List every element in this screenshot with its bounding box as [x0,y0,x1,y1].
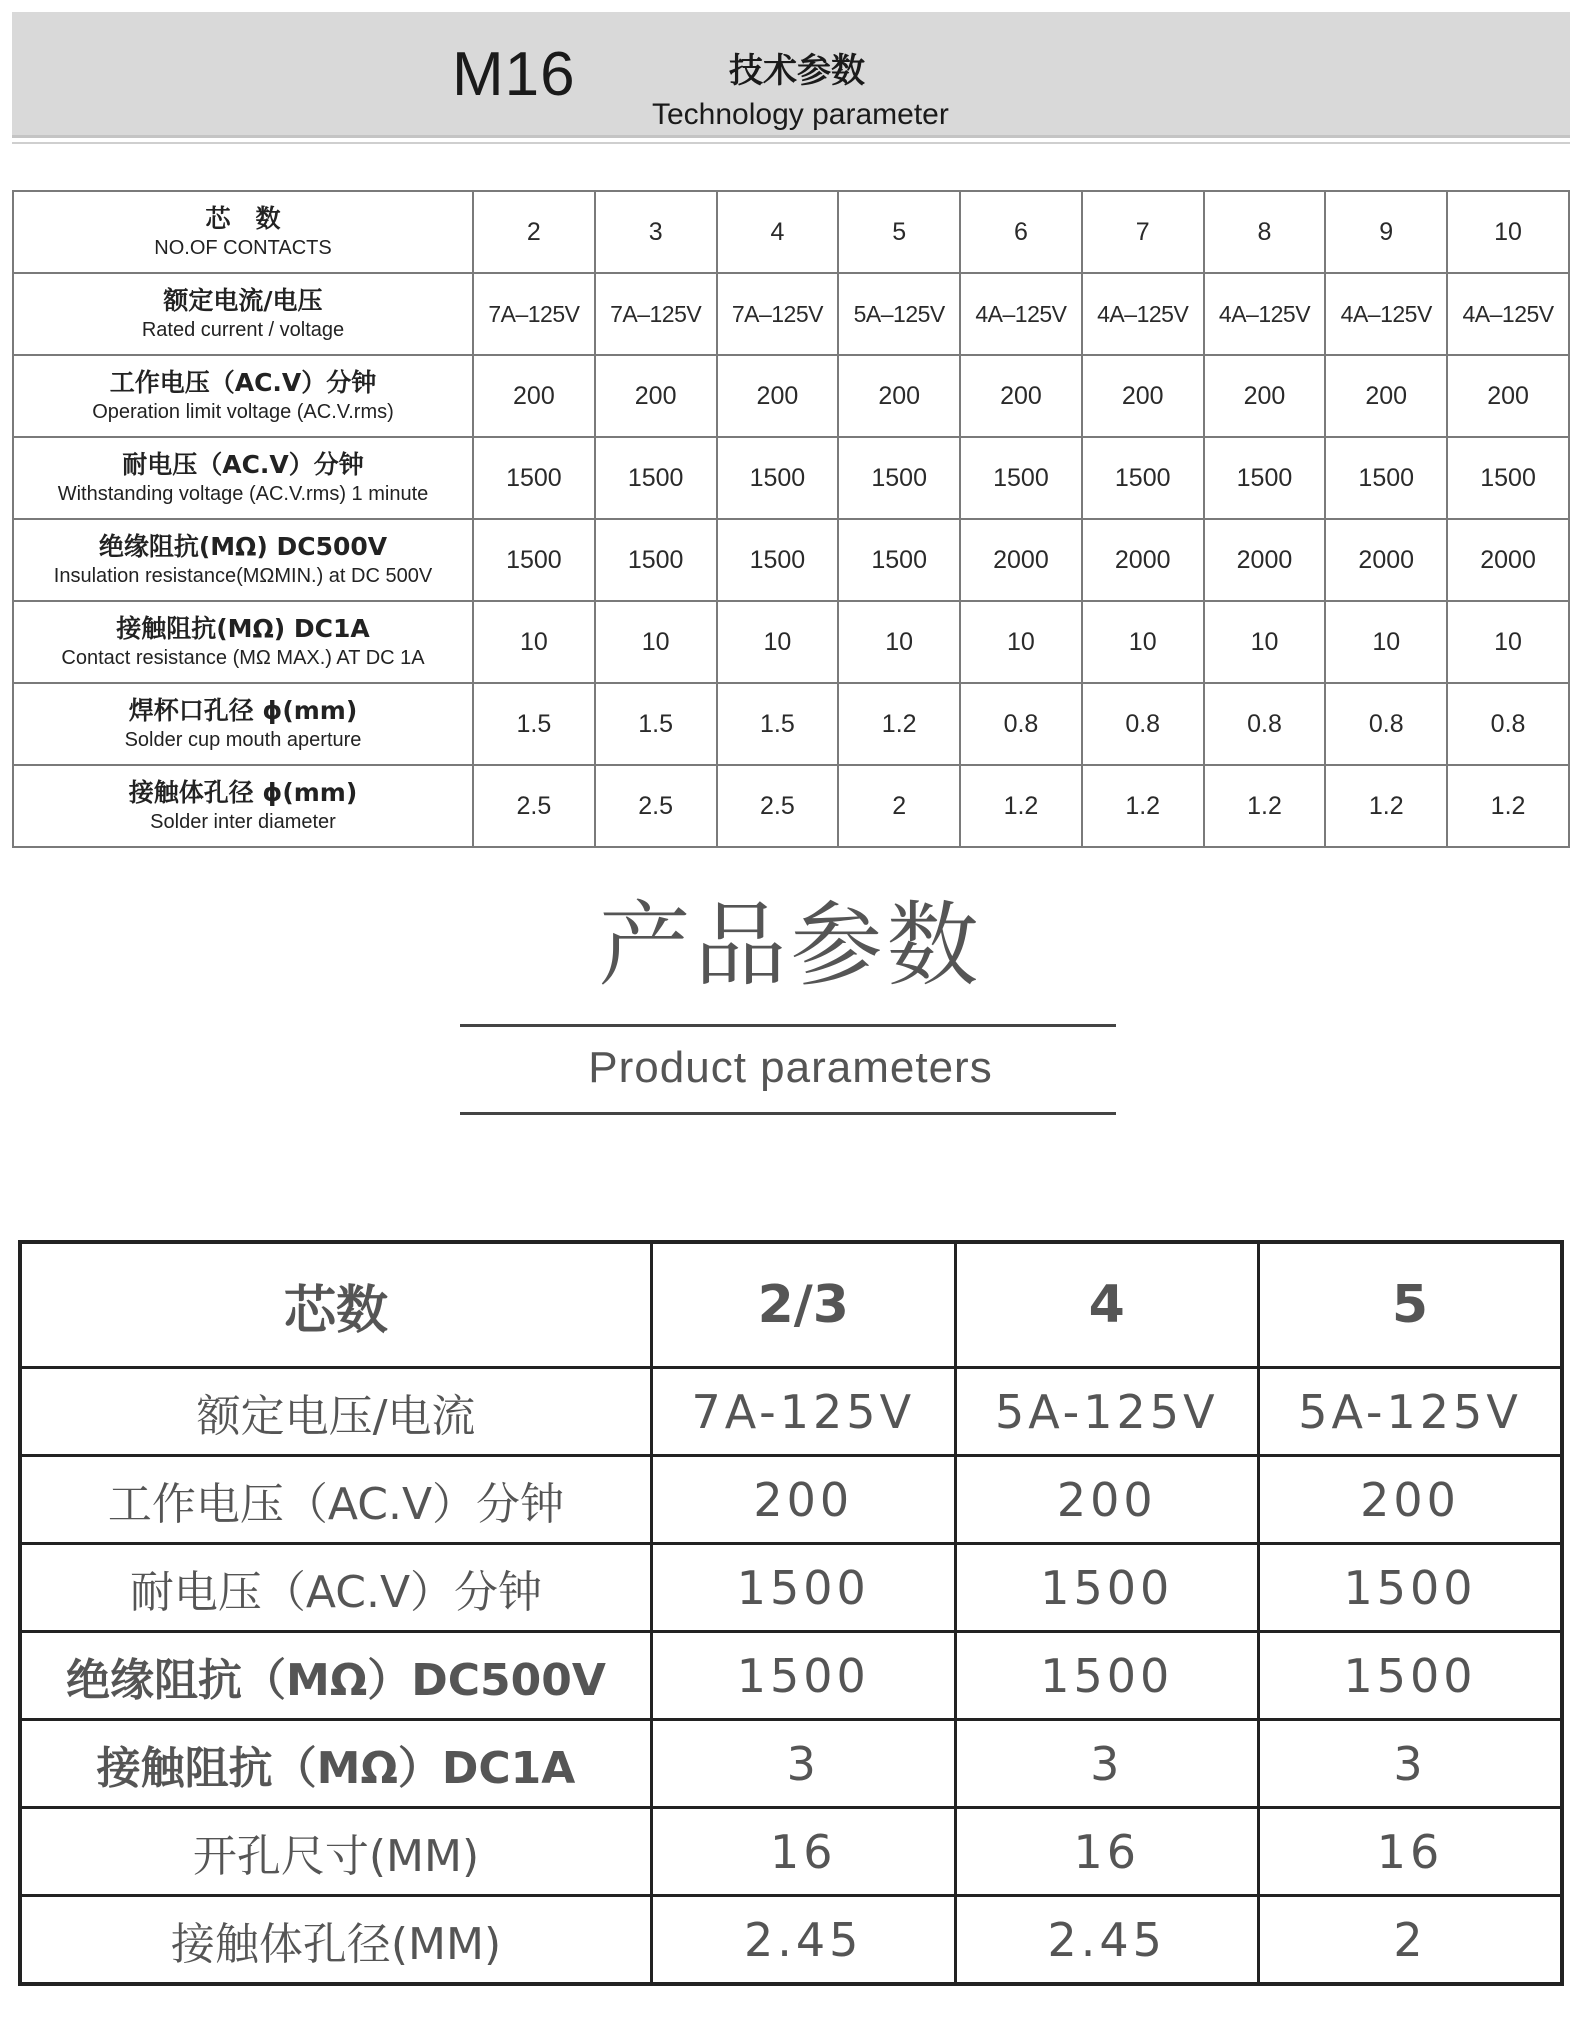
product-table-cell: 1500 [652,1544,956,1632]
product-row-label: 工作电压（AC.V）分钟 [20,1456,652,1544]
tech-table-cell: 1500 [838,437,960,519]
tech-table-cell: 10 [838,601,960,683]
product-table-cell: 16 [1259,1808,1563,1896]
tech-table-cell: 10 [595,601,717,683]
tech-row-label-cn: 芯 数 [205,204,281,233]
product-table-header-cell: 5 [1259,1242,1563,1368]
tech-row-label-en: NO.OF CONTACTS [154,237,332,259]
header-title-cn: 技术参数 [729,51,865,91]
tech-row-label-en: Insulation resistance(MΩMIN.) at DC 500V [53,565,433,587]
tech-table-cell: 0.8 [960,683,1082,765]
tech-row-label-en: Contact resistance (MΩ MAX.) AT DC 1A [61,647,425,669]
product-table-cell: 5A-125V [1259,1368,1563,1456]
tech-table-row [13,601,1569,683]
product-table-row [20,1632,1562,1720]
product-table-cell: 200 [955,1456,1259,1544]
tech-table-cell: 1.2 [838,683,960,765]
tech-table-cell: 1500 [838,519,960,601]
tech-row-label-en: Solder inter diameter [150,811,336,833]
tech-table-cell: 1500 [717,519,839,601]
product-row-label: 接触阻抗（MΩ）DC1A [20,1720,652,1808]
product-table-header-row [20,1242,1562,1368]
tech-table-cell: 2 [473,191,595,273]
tech-table-cell: 200 [473,355,595,437]
product-table-cell: 7A-125V [652,1368,956,1456]
product-row-label: 接触体孔径(MM) [20,1896,652,1985]
tech-table-cell: 4A–125V [960,273,1082,355]
tech-table-cell: 2000 [1204,519,1326,601]
tech-row-label [13,273,473,355]
tech-table-cell: 1500 [717,437,839,519]
tech-table-row [13,437,1569,519]
tech-table-cell: 5A–125V [838,273,960,355]
tech-row-label-cn: 绝缘阻抗(MΩ) DC500V [98,532,388,561]
tech-table-cell: 200 [1447,355,1569,437]
tech-table-cell: 1.5 [717,683,839,765]
product-parameter-table [18,1240,1564,1986]
tech-table-cell: 1.2 [1204,765,1326,847]
tech-table-cell: 200 [960,355,1082,437]
header-band [12,12,1570,138]
section-divider-bottom [460,1112,1116,1115]
tech-table-cell: 1500 [1447,437,1569,519]
tech-table-cell: 2.5 [717,765,839,847]
product-table-cell: 2 [1259,1896,1563,1985]
tech-table-cell: 4 [717,191,839,273]
header-divider [12,142,1570,144]
section-divider-top [460,1024,1116,1027]
tech-table-cell: 10 [1082,601,1204,683]
tech-row-label [13,437,473,519]
tech-table-cell: 200 [595,355,717,437]
tech-table-cell: 0.8 [1204,683,1326,765]
tech-row-label [13,519,473,601]
tech-table-cell: 2.5 [473,765,595,847]
tech-table-cell: 4A–125V [1325,273,1447,355]
tech-row-label-en: Withstanding voltage (AC.V.rms) 1 minute [57,483,429,505]
tech-table-cell: 2000 [960,519,1082,601]
tech-table-row [13,191,1569,273]
tech-row-label [13,601,473,683]
tech-table-cell: 1500 [1325,437,1447,519]
tech-row-label-en: Operation limit voltage (AC.V.rms) [92,401,394,423]
tech-table-cell: 7 [1082,191,1204,273]
tech-table-cell: 1500 [595,437,717,519]
tech-table-row [13,519,1569,601]
tech-table-cell: 10 [1447,191,1569,273]
product-table-cell: 3 [652,1720,956,1808]
tech-table-cell: 0.8 [1082,683,1204,765]
tech-parameter-table [12,190,1570,848]
tech-row-label-en: Solder cup mouth aperture [124,729,362,751]
tech-table-cell: 0.8 [1447,683,1569,765]
product-table-row [20,1368,1562,1456]
tech-row-label-cn: 接触阻抗(MΩ) DC1A [116,614,370,643]
tech-table-cell: 2000 [1082,519,1204,601]
tech-table-cell: 5 [838,191,960,273]
tech-table-cell: 1500 [960,437,1082,519]
tech-table-row [13,683,1569,765]
tech-table-cell: 2 [838,765,960,847]
tech-table-cell: 1500 [1082,437,1204,519]
tech-table-cell: 1500 [473,519,595,601]
tech-table-cell: 10 [1325,601,1447,683]
model-title: M16 [452,40,576,109]
product-table-row [20,1456,1562,1544]
tech-row-label-cn: 焊杯口孔径 ϕ(mm) [128,696,358,725]
header-title-en: Technology parameter [652,98,949,131]
tech-row-label-cn: 工作电压（AC.V）分钟 [109,368,377,397]
tech-table-cell: 2000 [1325,519,1447,601]
tech-table-cell: 2.5 [595,765,717,847]
tech-row-label [13,191,473,273]
tech-table-cell: 1.2 [1082,765,1204,847]
product-table-cell: 3 [1259,1720,1563,1808]
product-table-header-cell: 4 [955,1242,1259,1368]
product-table-cell: 1500 [1259,1544,1563,1632]
tech-table-cell: 2000 [1447,519,1569,601]
tech-table-cell: 1.2 [960,765,1082,847]
tech-table-cell: 1.2 [1447,765,1569,847]
section-title-en: Product parameters [588,1043,993,1092]
tech-row-label-cn: 耐电压（AC.V）分钟 [122,450,364,479]
tech-table-cell: 4A–125V [1082,273,1204,355]
product-table-cell: 200 [1259,1456,1563,1544]
product-table-cell: 1500 [1259,1632,1563,1720]
product-table-row [20,1544,1562,1632]
tech-row-label [13,355,473,437]
product-row-label: 额定电压/电流 [20,1368,652,1456]
product-row-label: 开孔尺寸(MM) [20,1808,652,1896]
tech-table-cell: 0.8 [1325,683,1447,765]
tech-table-cell: 7A–125V [595,273,717,355]
tech-table-cell: 1500 [473,437,595,519]
tech-table-cell: 3 [595,191,717,273]
tech-table-cell: 7A–125V [473,273,595,355]
tech-table-cell: 200 [838,355,960,437]
tech-table-cell: 6 [960,191,1082,273]
tech-table-row [13,273,1569,355]
product-row-label: 耐电压（AC.V）分钟 [20,1544,652,1632]
tech-table-cell: 7A–125V [717,273,839,355]
tech-table-cell: 1500 [595,519,717,601]
tech-row-label [13,765,473,847]
product-table-row [20,1720,1562,1808]
product-table-cell: 5A-125V [955,1368,1259,1456]
product-table-header-label: 芯数 [20,1242,652,1368]
tech-table-cell: 8 [1204,191,1326,273]
tech-table-cell: 200 [1082,355,1204,437]
tech-table-row [13,765,1569,847]
tech-row-label-en: Rated current / voltage [141,319,345,341]
tech-table-cell: 10 [717,601,839,683]
tech-table-cell: 4A–125V [1447,273,1569,355]
tech-table-cell: 4A–125V [1204,273,1326,355]
tech-table-cell: 10 [960,601,1082,683]
tech-table-cell: 1.5 [473,683,595,765]
product-table-cell: 16 [955,1808,1259,1896]
section-title-cn: 产品参数 [598,892,983,999]
product-table-cell: 1500 [652,1632,956,1720]
tech-table-row [13,355,1569,437]
product-table-cell: 16 [652,1808,956,1896]
tech-table-cell: 9 [1325,191,1447,273]
product-table-cell: 3 [955,1720,1259,1808]
tech-table-cell: 10 [473,601,595,683]
tech-table-cell: 1500 [1204,437,1326,519]
product-table-cell: 2.45 [652,1896,956,1985]
product-row-label: 绝缘阻抗（MΩ）DC500V [20,1632,652,1720]
tech-table-cell: 1.5 [595,683,717,765]
product-table-cell: 200 [652,1456,956,1544]
tech-table-cell: 200 [1204,355,1326,437]
tech-table-cell: 200 [1325,355,1447,437]
tech-table-cell: 10 [1204,601,1326,683]
product-table-cell: 1500 [955,1632,1259,1720]
tech-table-cell: 1.2 [1325,765,1447,847]
product-table-cell: 1500 [955,1544,1259,1632]
product-table-row [20,1808,1562,1896]
tech-table-cell: 10 [1447,601,1569,683]
tech-row-label-cn: 接触体孔径 ϕ(mm) [128,778,358,807]
product-table-cell: 2.45 [955,1896,1259,1985]
tech-row-label-cn: 额定电流/电压 [163,286,323,315]
tech-table-cell: 200 [717,355,839,437]
product-table-row [20,1896,1562,1985]
tech-row-label [13,683,473,765]
product-table-header-cell: 2/3 [652,1242,956,1368]
